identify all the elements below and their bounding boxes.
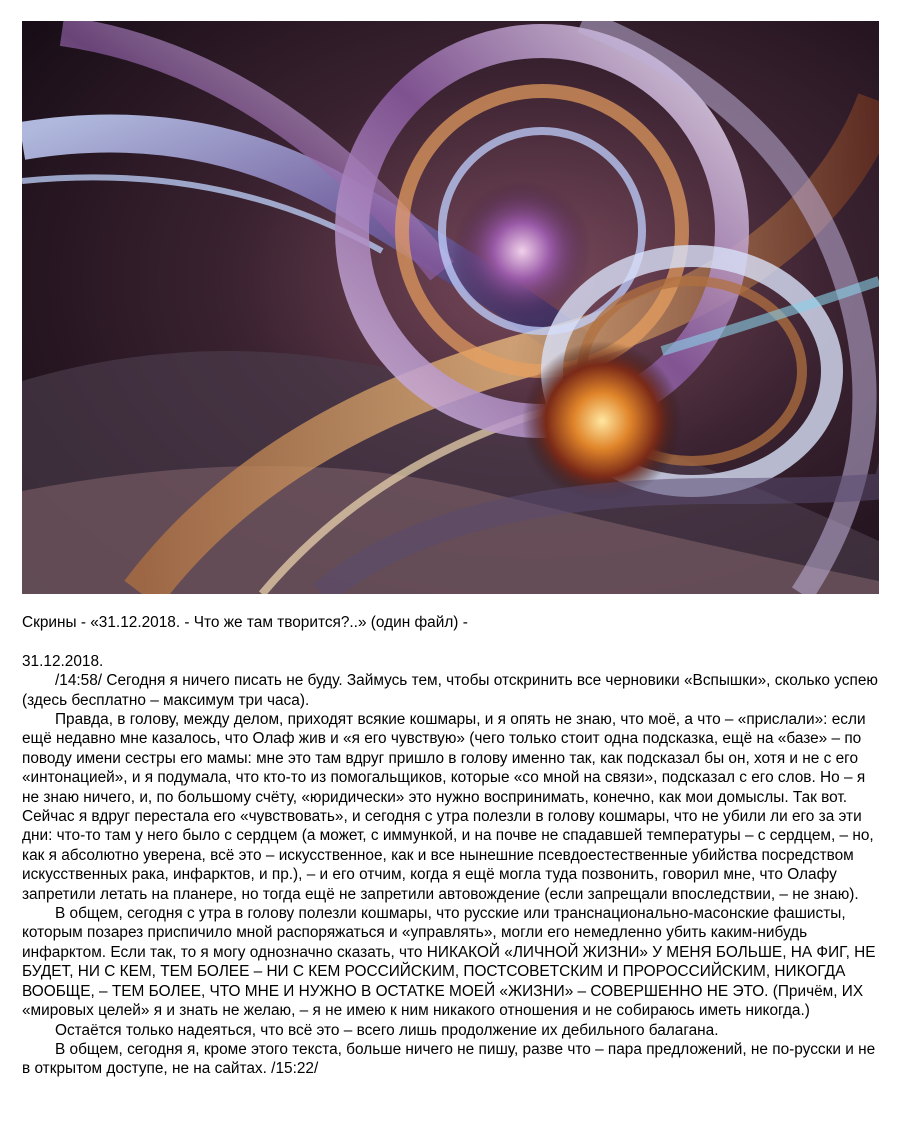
paragraph-3: В общем, сегодня с утра в голову полезли кошмары, что русские или транснационально-масонские фашисты, которым позарез приспичило мной распоряжаться и «управлять», могли его немедленно убить каким-нибудь инфарктом. Если так, то я могу однозначно сказать, что НИКАКОЙ «ЛИЧНОЙ ЖИЗНИ» У МЕНЯ БОЛЬШЕ, НА ФИГ, НЕ БУДЕТ, НИ С КЕМ, ТЕМ БОЛЕЕ – НИ С КЕМ РОССИЙСКИМ, ПОСТСОВЕТСКИМ И ПРОРОССИЙСКИМ, НИКОГДА ВООБЩЕ, – ТЕМ БОЛЕЕ, ЧТО МНЕ И НУЖНО В ОСТАТКЕ МОЕЙ «ЖИЗНИ» – СОВЕРШЕННО НЕ ЭТО. (Причём, ИХ «мировых целей» я и знать не желаю, – я не имею к ним никакого отношения и не собираюсь иметь никогда.)	[22, 905, 876, 1020]
paragraph-5: В общем, сегодня я, кроме этого текста, больше ничего не пишу, разве что – пара предложений, не по-русски и не в открытом доступе, не на сайтах. /15:22/	[22, 1040, 876, 1078]
paragraph-4: Остаётся только надеяться, что всё это – всего лишь продолжение их дебильного балагана.	[55, 1021, 719, 1039]
abstract-fractal-artwork	[22, 21, 879, 594]
paragraph-1: /14:58/ Сегодня я ничего писать не буду. Займусь тем, чтобы отскринить все черновики «Вспышки», сколько успею (здесь бесплатно – максимум три часа).	[22, 672, 878, 709]
document-date: 31.12.2018.	[22, 652, 104, 670]
document-text	[22, 613, 882, 1079]
document-caption: Скрины - «31.12.2018. - Что же там творится?..» (один файл) -	[22, 614, 468, 631]
paragraph-2: Правда, в голову, между делом, приходят всякие кошмары, и я опять не знаю, что моё, а что – «прислали»: если ещё недавно мне казалось, что Олаф жив и «я его чувствую» (чего только стоит одна подсказка, ещё на «базе» – по поводу имени сестры его мамы: мне это там вдруг пришло в голову именно так, как подсказал бы он, хотя и не с его «интонацией», и я подумала, что кто-то из помогальщиков, которые «со мной на связи», подсказал с его слов. Но – я не знаю ничего, и, по большому счёту, «юридически» это нужно воспринимать, конечно, как мои домыслы. Так вот. Сейчас я вдруг перестала его «чувствовать», и сегодня с утра полезли в голову кошмары, что не убили ли его за эти дни: что-то там у него было с сердцем (а может, с иммункой, и на почве не спадавшей температуры – с сердцем, – но, как я абсолютно уверена, всё это – искусственное, как и все нынешние псевдоестественные убийства посредством искусственных рака, инфарктов, и пр.), – и его отчим, когда я ещё могла туда позвонить, говорил мне, что Олафу запретили летать на планере, но тогда ещё не запретили автовождение (если запрещали впоследствии, – не знаю).	[22, 711, 874, 903]
blank-line	[22, 632, 882, 651]
